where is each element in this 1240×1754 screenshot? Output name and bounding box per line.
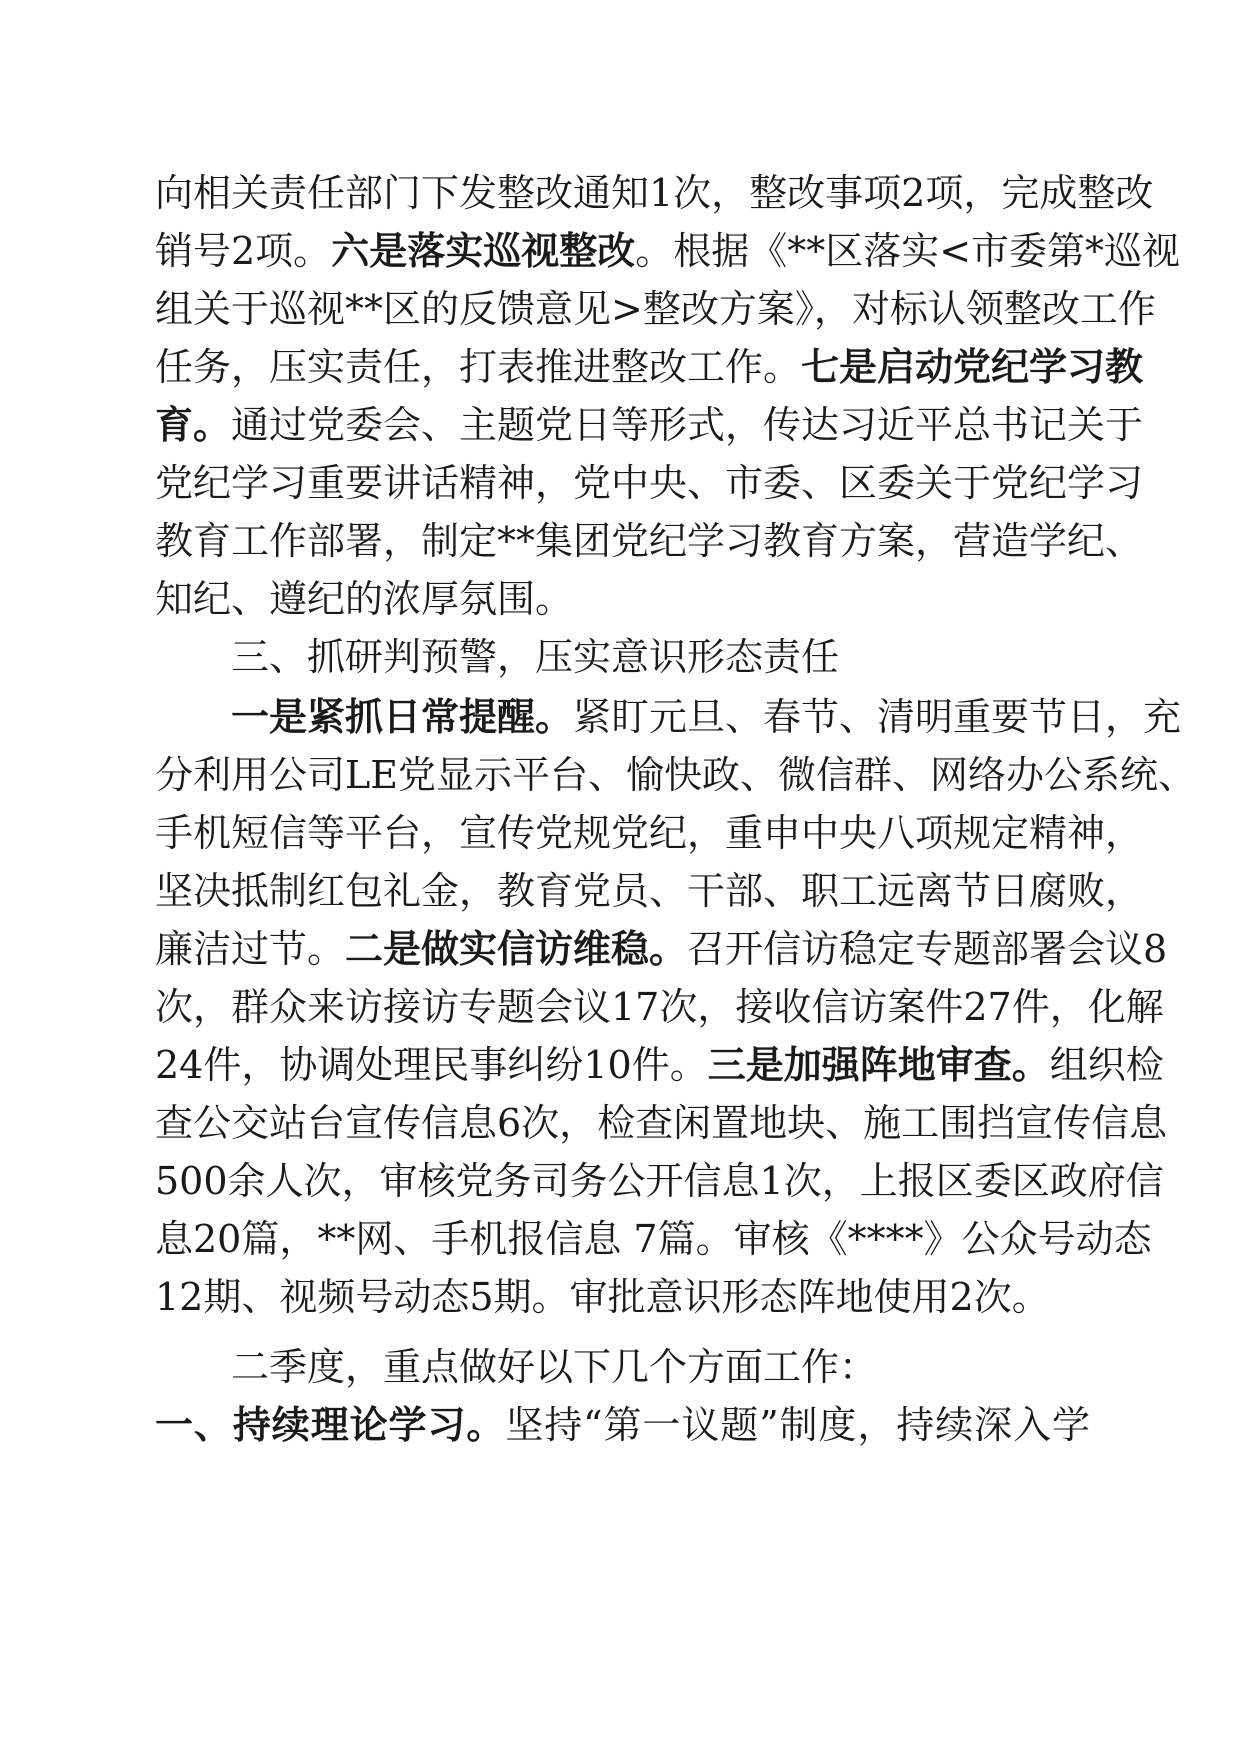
paragraph-line — [155, 396, 1144, 454]
text-run: 三、抓研判预警，压实意识形态责任 — [231, 635, 840, 679]
paragraph-line — [155, 1396, 1090, 1454]
text-run: 。根据《**区落实<市委第*巡视 — [635, 229, 1181, 273]
paragraph-line — [155, 222, 1181, 280]
paragraph-line — [155, 804, 1144, 862]
text-run: 组关于巡视**区的反馈意见>整改方案》，对标认领整改工作 — [155, 287, 1156, 331]
paragraph-line — [155, 1152, 1164, 1210]
text-run: 24件，协调处理民事纠纷10件。 — [155, 1043, 708, 1087]
text-run: 坚持“第一议题”制度，持续深入学 — [505, 1403, 1090, 1447]
text-run: 二季度，重点做好以下几个方面工作： — [231, 1345, 878, 1389]
text-run: 坚决抵制红包礼金，教育党员、干部、职工远离节日腐败， — [155, 869, 1144, 913]
bold-text-run: 三是加强阵地审查。 — [707, 1043, 1050, 1087]
text-run: 组织检 — [1049, 1043, 1164, 1087]
paragraph-line — [155, 1094, 1168, 1152]
bold-text-run: 育。 — [155, 403, 232, 447]
paragraph-line — [155, 512, 1144, 570]
paragraph-line — [155, 1268, 1090, 1326]
text-run: 500余人次，审核党务司务公开信息1次，上报区委区政府信 — [155, 1159, 1164, 1203]
paragraph-line — [155, 920, 1168, 978]
text-run: 知纪、遵纪的浓厚氛围。 — [155, 577, 574, 621]
paragraph-line — [231, 1338, 1090, 1396]
paragraph-line — [155, 1210, 1152, 1268]
text-run: 销号2项。 — [155, 229, 332, 273]
bold-text-run: 七是启动党纪学习教 — [801, 345, 1144, 389]
text-run: 党纪学习重要讲话精神，党中央、市委、区委关于党纪学习 — [155, 461, 1144, 505]
text-run: 紧盯元旦、春节、清明重要节日，充 — [573, 695, 1182, 739]
paragraph-line — [155, 570, 1090, 628]
paragraph-line — [231, 688, 1182, 746]
text-run: 分利用公司LE党显示平台、愉快政、微信群、网络办公系统、 — [155, 753, 1196, 797]
text-run: 廉洁过节。 — [155, 927, 346, 971]
paragraph-line — [155, 862, 1144, 920]
paragraph-line — [155, 746, 1196, 804]
paragraph-line — [155, 978, 1164, 1036]
paragraph-line — [155, 280, 1156, 338]
text-run: 任务，压实责任，打表推进整改工作。 — [155, 345, 802, 389]
text-run: 通过党委会、主题党日等形式，传达习近平总书记关于 — [231, 403, 1144, 447]
bold-text-run: 六是落实巡视整改 — [331, 229, 636, 273]
bold-text-run: 一是紧抓日常提醒。 — [231, 695, 574, 739]
text-run: 教育工作部署，制定**集团党纪学习教育方案，营造学纪、 — [155, 519, 1144, 563]
text-run: 召开信访稳定专题部署会议8 — [687, 927, 1168, 971]
text-run: 次，群众来访接访专题会议17次，接收信访案件27件，化解 — [155, 985, 1164, 1029]
paragraph-line — [155, 454, 1144, 512]
bold-text-run: 一、持续理论学习。 — [155, 1403, 506, 1447]
paragraph-line — [155, 1036, 1164, 1094]
bold-text-run: 二是做实信访维稳。 — [345, 927, 688, 971]
text-run: 查公交站台宣传信息6次，检查闲置地块、施工围挡宣传信息 — [155, 1101, 1168, 1145]
paragraph-line — [155, 338, 1144, 396]
text-run: 12期、视频号动态5期。审批意识形态阵地使用2次。 — [155, 1275, 1050, 1319]
section-heading — [231, 628, 1090, 686]
paragraph-line — [155, 164, 1154, 222]
text-run: 向相关责任部门下发整改通知1次，整改事项2项，完成整改 — [155, 171, 1154, 215]
text-run: 手机短信等平台，宣传党规党纪，重申中央八项规定精神， — [155, 811, 1144, 855]
text-run: 息20篇，**网、手机报信息 7篇。审核《****》公众号动态 — [155, 1217, 1152, 1261]
